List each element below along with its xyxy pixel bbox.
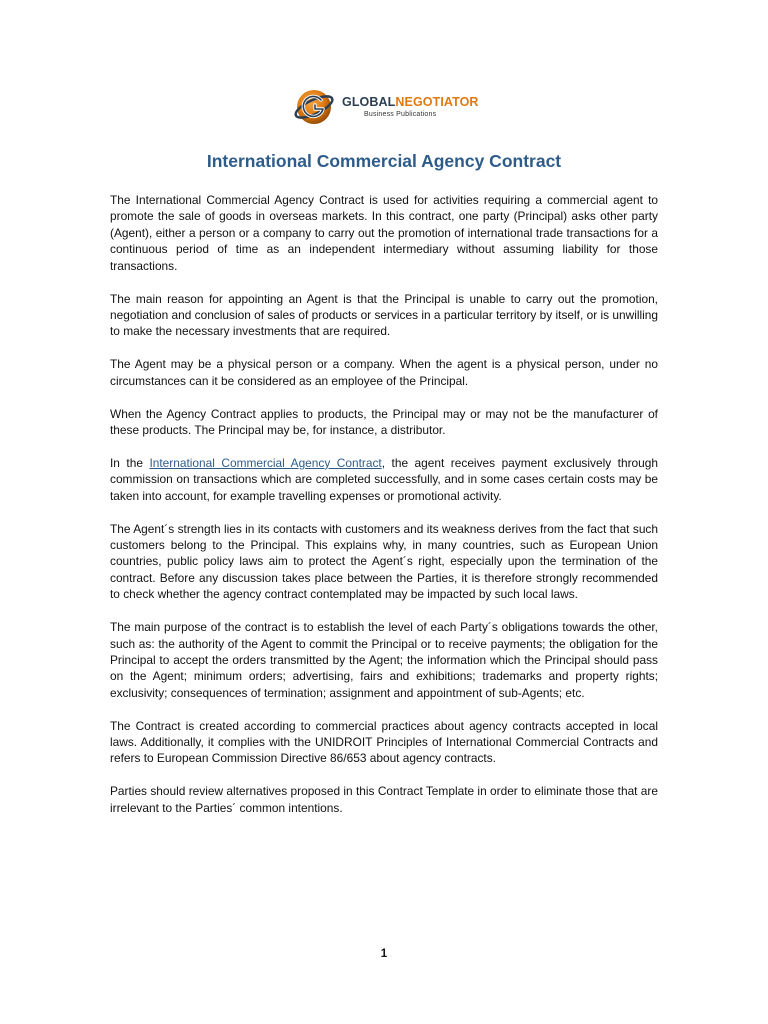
globe-g-logo-icon	[292, 85, 336, 129]
paragraph-8: The Contract is created according to commercial practices about agency contracts accepted in local laws. Additionally, it complies with the UNIDROIT Principles of International Commercial Contracts and refers to European Commission Directive 86/653 about agency contracts.	[110, 718, 658, 766]
paragraph-3: The Agent may be a physical person or a company. When the agent is a physical person, under no circumstances can it be considered as an employee of the Principal.	[110, 357, 658, 388]
contract-link[interactable]: International Commercial Agency Contract	[149, 455, 382, 470]
paragraph-4: When the Agency Contract applies to products, the Principal may or may not be the manufacturer of these products. The Principal may be, for instance, a distributor.	[110, 406, 658, 437]
company-logo	[292, 84, 482, 130]
document-body	[110, 192, 658, 833]
brand-name-part1: GLOBAL	[342, 94, 396, 109]
paragraph-2: The main reason for appointing an Agent is that the Principal is unable to carry out the promotion, negotiation and conclusion of sales of products or services in a particular territory by itself, or is unwilling to make the necessary investments that are required.	[110, 291, 658, 339]
paragraph-6: The Agent´s strength lies in its contacts with customers and its weakness derives from the fact that such customers belong to the Principal. This explains why, in many countries, such as European Union countries, public policy laws aim to protect the Agent´s right, especially upon the termination of the contract. Before any discussion takes place between the Parties, it is therefore strongly recommended to check whether the agency contract contemplated may be impacted by such local laws.	[110, 521, 658, 602]
document-title: International Commercial Agency Contract	[206, 151, 562, 171]
paragraph-7: The main purpose of the contract is to establish the level of each Party´s obligations towards the other, such as: the authority of the Agent to commit the Principal or to receive payments; the obligation for the Principal to accept the orders transmitted by the Agent; the information which the Principal should pass on the Agent; minimum orders; advertising, fairs and exhibitions; trademarks and property rights; exclusivity; consequences of termination; assignment and appointment of sub-Agents; etc.	[110, 620, 658, 700]
logo-text	[342, 96, 479, 119]
brand-name	[342, 96, 479, 109]
paragraph-1: The International Commercial Agency Contract is used for activities requiring a commercial agent to promote the sale of goods in overseas markets. In this contract, one party (Principal) asks other party (Agent), either a person or a company to carry out the promotion of international trade transactions for a continuous period of time as an independent intermediary without assuming liability for those transactions.	[110, 193, 658, 273]
paragraph-5-rest: , the agent receives payment exclusively through commission on transactions which are completed successfully, and in some cases certain costs may be taken into account, for example travelling expenses or promotional activity.	[110, 455, 658, 503]
page-number: 1	[380, 948, 388, 960]
brand-tagline: Business Publications	[364, 111, 437, 119]
paragraph-5-intro: In the	[110, 455, 150, 470]
brand-name-part2: NEGOTIATOR	[395, 94, 479, 109]
paragraph-9: Parties should review alternatives proposed in this Contract Template in order to eliminate those that are irrelevant to the Parties´ common intentions.	[110, 784, 658, 815]
paragraph-5	[110, 455, 658, 504]
